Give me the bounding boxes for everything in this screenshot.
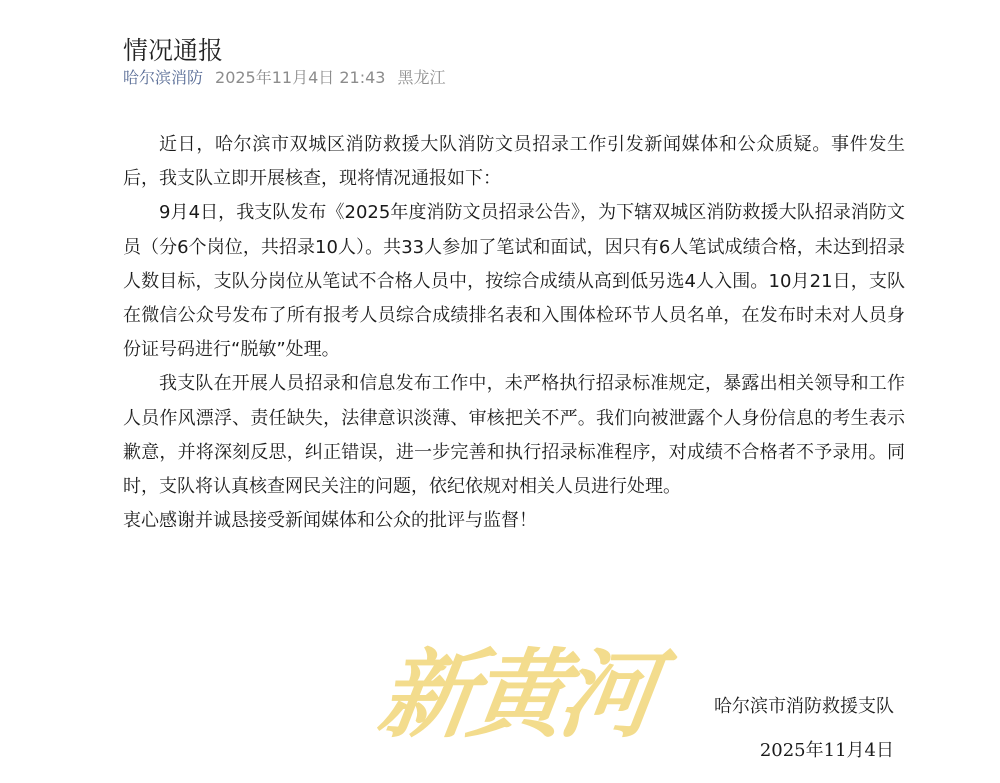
- paragraph-response: 我支队在开展人员招录和信息发布工作中，未严格执行招录标准规定，暴露出相关领导和工作人员作风漂浮、责任缺失，法律意识淡薄、审核把关不严。我们向被泄露个人身份信息的考生表示歉意，并将深刻反思，纠正错误，进一步完善和执行招录标准程序，对成绩不合格者不予录用。同时，支队将认真核查网民关注的问题，依纪依规对相关人员进行处理。: [123, 373, 905, 498]
- paragraph-thanks: 衷心感谢并诚恳接受新闻媒体和公众的批评与监督！: [123, 510, 537, 532]
- publish-time: 2025年11月4日 21:43: [215, 68, 386, 87]
- watermark-logo: 新黄河: [372, 638, 659, 751]
- article-title: 情况通报: [123, 35, 224, 65]
- signature-block: [714, 690, 894, 768]
- account-name-link[interactable]: 哈尔滨消防: [123, 68, 204, 87]
- publish-location: 黑龙江: [397, 68, 446, 87]
- article-meta: [123, 64, 446, 92]
- paragraph-intro: 近日，哈尔滨市双城区消防救援大队消防文员招录工作引发新闻媒体和公众质疑。事件发生后，我支队立即开展核查，现将情况通报如下：: [123, 134, 905, 190]
- paragraph-details: 9月4日，我支队发布《2025年度消防文员招录公告》，为下辖双城区消防救援大队招录消防文员（分6个岗位，共招录10人）。共33人参加了笔试和面试，因只有6人笔试成绩合格，未达到招录人数目标，支队分岗位从笔试不合格人员中，按综合成绩从高到低另选4人入围。10月21日，支队在微信公众号发布了所有报考人员综合成绩排名表和入围体检环节人员名单，在发布时未对人员身份证号码进行“脱敏”处理。: [123, 202, 905, 361]
- signature-organization: 哈尔滨市消防救援支队: [714, 696, 894, 717]
- signature-date: 2025年11月4日: [759, 740, 894, 761]
- article-body: [123, 128, 905, 538]
